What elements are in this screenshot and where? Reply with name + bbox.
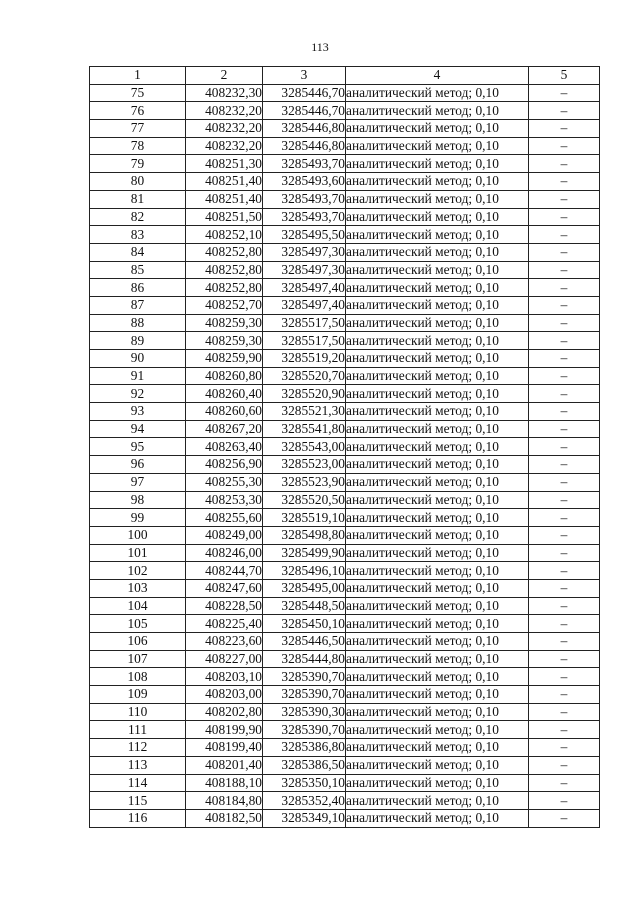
method-accuracy-cell: аналитический метод; 0,10 — [346, 633, 529, 651]
point-number-cell: 76 — [90, 102, 186, 120]
method-accuracy-cell: аналитический метод; 0,10 — [346, 650, 529, 668]
note-cell: – — [529, 208, 600, 226]
method-accuracy-cell: аналитический метод; 0,10 — [346, 208, 529, 226]
note-cell: – — [529, 137, 600, 155]
note-cell: – — [529, 243, 600, 261]
y-coordinate-cell: 3285390,70 — [263, 721, 346, 739]
method-accuracy-cell: аналитический метод; 0,10 — [346, 367, 529, 385]
table-row — [90, 84, 600, 102]
table-row — [90, 544, 600, 562]
point-number-cell: 97 — [90, 473, 186, 491]
x-coordinate-cell: 408182,50 — [186, 809, 263, 827]
point-number-cell: 85 — [90, 261, 186, 279]
x-coordinate-cell: 408260,80 — [186, 367, 263, 385]
table-row — [90, 296, 600, 314]
x-coordinate-cell: 408244,70 — [186, 562, 263, 580]
table-row — [90, 774, 600, 792]
table-row — [90, 173, 600, 191]
x-coordinate-cell: 408260,60 — [186, 403, 263, 421]
y-coordinate-cell: 3285520,90 — [263, 385, 346, 403]
x-coordinate-cell: 408255,60 — [186, 509, 263, 527]
coordinates-table — [89, 66, 600, 828]
y-coordinate-cell: 3285543,00 — [263, 438, 346, 456]
note-cell: – — [529, 367, 600, 385]
x-coordinate-cell: 408252,10 — [186, 226, 263, 244]
y-coordinate-cell: 3285450,10 — [263, 615, 346, 633]
point-number-cell: 108 — [90, 668, 186, 686]
y-coordinate-cell: 3285390,70 — [263, 668, 346, 686]
note-cell: – — [529, 491, 600, 509]
table-row — [90, 473, 600, 491]
method-accuracy-cell: аналитический метод; 0,10 — [346, 526, 529, 544]
table-row — [90, 350, 600, 368]
method-accuracy-cell: аналитический метод; 0,10 — [346, 190, 529, 208]
method-accuracy-cell: аналитический метод; 0,10 — [346, 703, 529, 721]
y-coordinate-cell: 3285446,80 — [263, 120, 346, 138]
table-row — [90, 120, 600, 138]
method-accuracy-cell: аналитический метод; 0,10 — [346, 456, 529, 474]
method-accuracy-cell: аналитический метод; 0,10 — [346, 279, 529, 297]
table-row — [90, 792, 600, 810]
method-accuracy-cell: аналитический метод; 0,10 — [346, 756, 529, 774]
table-row — [90, 190, 600, 208]
y-coordinate-cell: 3285448,50 — [263, 597, 346, 615]
method-accuracy-cell: аналитический метод; 0,10 — [346, 544, 529, 562]
column-header: 2 — [186, 67, 263, 85]
point-number-cell: 109 — [90, 686, 186, 704]
note-cell: – — [529, 120, 600, 138]
method-accuracy-cell: аналитический метод; 0,10 — [346, 226, 529, 244]
method-accuracy-cell: аналитический метод; 0,10 — [346, 173, 529, 191]
note-cell: – — [529, 473, 600, 491]
y-coordinate-cell: 3285523,00 — [263, 456, 346, 474]
x-coordinate-cell: 408228,50 — [186, 597, 263, 615]
point-number-cell: 93 — [90, 403, 186, 421]
x-coordinate-cell: 408251,40 — [186, 173, 263, 191]
y-coordinate-cell: 3285495,50 — [263, 226, 346, 244]
note-cell: – — [529, 438, 600, 456]
point-number-cell: 111 — [90, 721, 186, 739]
method-accuracy-cell: аналитический метод; 0,10 — [346, 314, 529, 332]
y-coordinate-cell: 3285541,80 — [263, 420, 346, 438]
table-row — [90, 491, 600, 509]
note-cell: – — [529, 84, 600, 102]
point-number-cell: 88 — [90, 314, 186, 332]
method-accuracy-cell: аналитический метод; 0,10 — [346, 243, 529, 261]
x-coordinate-cell: 408232,20 — [186, 102, 263, 120]
x-coordinate-cell: 408202,80 — [186, 703, 263, 721]
method-accuracy-cell: аналитический метод; 0,10 — [346, 296, 529, 314]
point-number-cell: 107 — [90, 650, 186, 668]
note-cell: – — [529, 261, 600, 279]
x-coordinate-cell: 408251,50 — [186, 208, 263, 226]
point-number-cell: 79 — [90, 155, 186, 173]
point-number-cell: 115 — [90, 792, 186, 810]
point-number-cell: 84 — [90, 243, 186, 261]
point-number-cell: 78 — [90, 137, 186, 155]
point-number-cell: 86 — [90, 279, 186, 297]
point-number-cell: 114 — [90, 774, 186, 792]
x-coordinate-cell: 408201,40 — [186, 756, 263, 774]
table-row — [90, 739, 600, 757]
point-number-cell: 106 — [90, 633, 186, 651]
x-coordinate-cell: 408203,10 — [186, 668, 263, 686]
y-coordinate-cell: 3285497,30 — [263, 261, 346, 279]
note-cell: – — [529, 579, 600, 597]
x-coordinate-cell: 408251,30 — [186, 155, 263, 173]
table-row — [90, 261, 600, 279]
y-coordinate-cell: 3285444,80 — [263, 650, 346, 668]
x-coordinate-cell: 408188,10 — [186, 774, 263, 792]
note-cell: – — [529, 792, 600, 810]
point-number-cell: 80 — [90, 173, 186, 191]
y-coordinate-cell: 3285386,50 — [263, 756, 346, 774]
y-coordinate-cell: 3285523,90 — [263, 473, 346, 491]
y-coordinate-cell: 3285520,50 — [263, 491, 346, 509]
table-row — [90, 155, 600, 173]
table-row — [90, 509, 600, 527]
point-number-cell: 100 — [90, 526, 186, 544]
method-accuracy-cell: аналитический метод; 0,10 — [346, 579, 529, 597]
x-coordinate-cell: 408247,60 — [186, 579, 263, 597]
method-accuracy-cell: аналитический метод; 0,10 — [346, 597, 529, 615]
note-cell: – — [529, 279, 600, 297]
column-header: 1 — [90, 67, 186, 85]
method-accuracy-cell: аналитический метод; 0,10 — [346, 774, 529, 792]
point-number-cell: 103 — [90, 579, 186, 597]
point-number-cell: 91 — [90, 367, 186, 385]
method-accuracy-cell: аналитический метод; 0,10 — [346, 137, 529, 155]
point-number-cell: 81 — [90, 190, 186, 208]
note-cell: – — [529, 385, 600, 403]
y-coordinate-cell: 3285493,70 — [263, 208, 346, 226]
point-number-cell: 113 — [90, 756, 186, 774]
note-cell: – — [529, 420, 600, 438]
y-coordinate-cell: 3285521,30 — [263, 403, 346, 421]
table-row — [90, 367, 600, 385]
point-number-cell: 110 — [90, 703, 186, 721]
x-coordinate-cell: 408252,80 — [186, 261, 263, 279]
table-row — [90, 562, 600, 580]
point-number-cell: 75 — [90, 84, 186, 102]
table-row — [90, 721, 600, 739]
method-accuracy-cell: аналитический метод; 0,10 — [346, 809, 529, 827]
method-accuracy-cell: аналитический метод; 0,10 — [346, 102, 529, 120]
x-coordinate-cell: 408259,30 — [186, 314, 263, 332]
note-cell: – — [529, 226, 600, 244]
x-coordinate-cell: 408232,20 — [186, 137, 263, 155]
method-accuracy-cell: аналитический метод; 0,10 — [346, 403, 529, 421]
y-coordinate-cell: 3285446,70 — [263, 102, 346, 120]
column-header: 4 — [346, 67, 529, 85]
note-cell: – — [529, 703, 600, 721]
note-cell: – — [529, 314, 600, 332]
x-coordinate-cell: 408256,90 — [186, 456, 263, 474]
table-row — [90, 579, 600, 597]
y-coordinate-cell: 3285517,50 — [263, 332, 346, 350]
point-number-cell: 92 — [90, 385, 186, 403]
x-coordinate-cell: 408252,80 — [186, 279, 263, 297]
method-accuracy-cell: аналитический метод; 0,10 — [346, 385, 529, 403]
table-row — [90, 385, 600, 403]
note-cell: – — [529, 668, 600, 686]
note-cell: – — [529, 650, 600, 668]
y-coordinate-cell: 3285386,80 — [263, 739, 346, 757]
y-coordinate-cell: 3285493,60 — [263, 173, 346, 191]
table-row — [90, 137, 600, 155]
y-coordinate-cell: 3285350,10 — [263, 774, 346, 792]
note-cell: – — [529, 332, 600, 350]
y-coordinate-cell: 3285390,70 — [263, 686, 346, 704]
point-number-cell: 98 — [90, 491, 186, 509]
method-accuracy-cell: аналитический метод; 0,10 — [346, 420, 529, 438]
table-row — [90, 226, 600, 244]
table-row — [90, 650, 600, 668]
y-coordinate-cell: 3285493,70 — [263, 155, 346, 173]
method-accuracy-cell: аналитический метод; 0,10 — [346, 332, 529, 350]
method-accuracy-cell: аналитический метод; 0,10 — [346, 668, 529, 686]
note-cell: – — [529, 526, 600, 544]
table-row — [90, 403, 600, 421]
table-row — [90, 279, 600, 297]
table-header-row — [90, 67, 600, 85]
point-number-cell: 82 — [90, 208, 186, 226]
method-accuracy-cell: аналитический метод; 0,10 — [346, 473, 529, 491]
x-coordinate-cell: 408199,40 — [186, 739, 263, 757]
x-coordinate-cell: 408252,70 — [186, 296, 263, 314]
method-accuracy-cell: аналитический метод; 0,10 — [346, 120, 529, 138]
table-row — [90, 332, 600, 350]
y-coordinate-cell: 3285517,50 — [263, 314, 346, 332]
point-number-cell: 90 — [90, 350, 186, 368]
y-coordinate-cell: 3285497,30 — [263, 243, 346, 261]
y-coordinate-cell: 3285519,20 — [263, 350, 346, 368]
table-row — [90, 809, 600, 827]
point-number-cell: 94 — [90, 420, 186, 438]
table-row — [90, 686, 600, 704]
table-row — [90, 314, 600, 332]
note-cell: – — [529, 350, 600, 368]
y-coordinate-cell: 3285520,70 — [263, 367, 346, 385]
y-coordinate-cell: 3285446,80 — [263, 137, 346, 155]
point-number-cell: 99 — [90, 509, 186, 527]
point-number-cell: 116 — [90, 809, 186, 827]
method-accuracy-cell: аналитический метод; 0,10 — [346, 491, 529, 509]
note-cell: – — [529, 721, 600, 739]
y-coordinate-cell: 3285349,10 — [263, 809, 346, 827]
table-row — [90, 456, 600, 474]
y-coordinate-cell: 3285352,40 — [263, 792, 346, 810]
y-coordinate-cell: 3285493,70 — [263, 190, 346, 208]
point-number-cell: 112 — [90, 739, 186, 757]
x-coordinate-cell: 408263,40 — [186, 438, 263, 456]
table-row — [90, 597, 600, 615]
note-cell: – — [529, 615, 600, 633]
note-cell: – — [529, 403, 600, 421]
point-number-cell: 96 — [90, 456, 186, 474]
table-row — [90, 633, 600, 651]
method-accuracy-cell: аналитический метод; 0,10 — [346, 686, 529, 704]
point-number-cell: 83 — [90, 226, 186, 244]
y-coordinate-cell: 3285497,40 — [263, 296, 346, 314]
method-accuracy-cell: аналитический метод; 0,10 — [346, 155, 529, 173]
y-coordinate-cell: 3285496,10 — [263, 562, 346, 580]
note-cell: – — [529, 509, 600, 527]
y-coordinate-cell: 3285495,00 — [263, 579, 346, 597]
x-coordinate-cell: 408260,40 — [186, 385, 263, 403]
point-number-cell: 105 — [90, 615, 186, 633]
note-cell: – — [529, 102, 600, 120]
note-cell: – — [529, 456, 600, 474]
point-number-cell: 102 — [90, 562, 186, 580]
y-coordinate-cell: 3285446,50 — [263, 633, 346, 651]
note-cell: – — [529, 756, 600, 774]
method-accuracy-cell: аналитический метод; 0,10 — [346, 721, 529, 739]
x-coordinate-cell: 408255,30 — [186, 473, 263, 491]
method-accuracy-cell: аналитический метод; 0,10 — [346, 350, 529, 368]
method-accuracy-cell: аналитический метод; 0,10 — [346, 615, 529, 633]
method-accuracy-cell: аналитический метод; 0,10 — [346, 438, 529, 456]
page-number: 113 — [311, 40, 329, 54]
table-row — [90, 243, 600, 261]
method-accuracy-cell: аналитический метод; 0,10 — [346, 84, 529, 102]
note-cell: – — [529, 173, 600, 191]
table-row — [90, 208, 600, 226]
x-coordinate-cell: 408253,30 — [186, 491, 263, 509]
x-coordinate-cell: 408267,20 — [186, 420, 263, 438]
note-cell: – — [529, 597, 600, 615]
method-accuracy-cell: аналитический метод; 0,10 — [346, 562, 529, 580]
table-row — [90, 703, 600, 721]
x-coordinate-cell: 408232,20 — [186, 120, 263, 138]
x-coordinate-cell: 408232,30 — [186, 84, 263, 102]
point-number-cell: 104 — [90, 597, 186, 615]
note-cell: – — [529, 739, 600, 757]
y-coordinate-cell: 3285446,70 — [263, 84, 346, 102]
x-coordinate-cell: 408199,90 — [186, 721, 263, 739]
x-coordinate-cell: 408225,40 — [186, 615, 263, 633]
x-coordinate-cell: 408259,90 — [186, 350, 263, 368]
note-cell: – — [529, 809, 600, 827]
table-row — [90, 668, 600, 686]
note-cell: – — [529, 633, 600, 651]
point-number-cell: 77 — [90, 120, 186, 138]
note-cell: – — [529, 686, 600, 704]
table-row — [90, 438, 600, 456]
x-coordinate-cell: 408249,00 — [186, 526, 263, 544]
y-coordinate-cell: 3285519,10 — [263, 509, 346, 527]
x-coordinate-cell: 408203,00 — [186, 686, 263, 704]
table-row — [90, 102, 600, 120]
note-cell: – — [529, 155, 600, 173]
x-coordinate-cell: 408227,00 — [186, 650, 263, 668]
note-cell: – — [529, 190, 600, 208]
y-coordinate-cell: 3285498,80 — [263, 526, 346, 544]
table-row — [90, 420, 600, 438]
x-coordinate-cell: 408246,00 — [186, 544, 263, 562]
method-accuracy-cell: аналитический метод; 0,10 — [346, 739, 529, 757]
table-row — [90, 615, 600, 633]
note-cell: – — [529, 296, 600, 314]
x-coordinate-cell: 408184,80 — [186, 792, 263, 810]
method-accuracy-cell: аналитический метод; 0,10 — [346, 261, 529, 279]
table-row — [90, 526, 600, 544]
point-number-cell: 101 — [90, 544, 186, 562]
x-coordinate-cell: 408251,40 — [186, 190, 263, 208]
method-accuracy-cell: аналитический метод; 0,10 — [346, 509, 529, 527]
note-cell: – — [529, 544, 600, 562]
method-accuracy-cell: аналитический метод; 0,10 — [346, 792, 529, 810]
point-number-cell: 89 — [90, 332, 186, 350]
x-coordinate-cell: 408259,30 — [186, 332, 263, 350]
x-coordinate-cell: 408252,80 — [186, 243, 263, 261]
y-coordinate-cell: 3285497,40 — [263, 279, 346, 297]
note-cell: – — [529, 774, 600, 792]
point-number-cell: 87 — [90, 296, 186, 314]
note-cell: – — [529, 562, 600, 580]
y-coordinate-cell: 3285499,90 — [263, 544, 346, 562]
y-coordinate-cell: 3285390,30 — [263, 703, 346, 721]
column-header: 5 — [529, 67, 600, 85]
column-header: 3 — [263, 67, 346, 85]
table-body — [90, 84, 600, 827]
x-coordinate-cell: 408223,60 — [186, 633, 263, 651]
point-number-cell: 95 — [90, 438, 186, 456]
table-row — [90, 756, 600, 774]
